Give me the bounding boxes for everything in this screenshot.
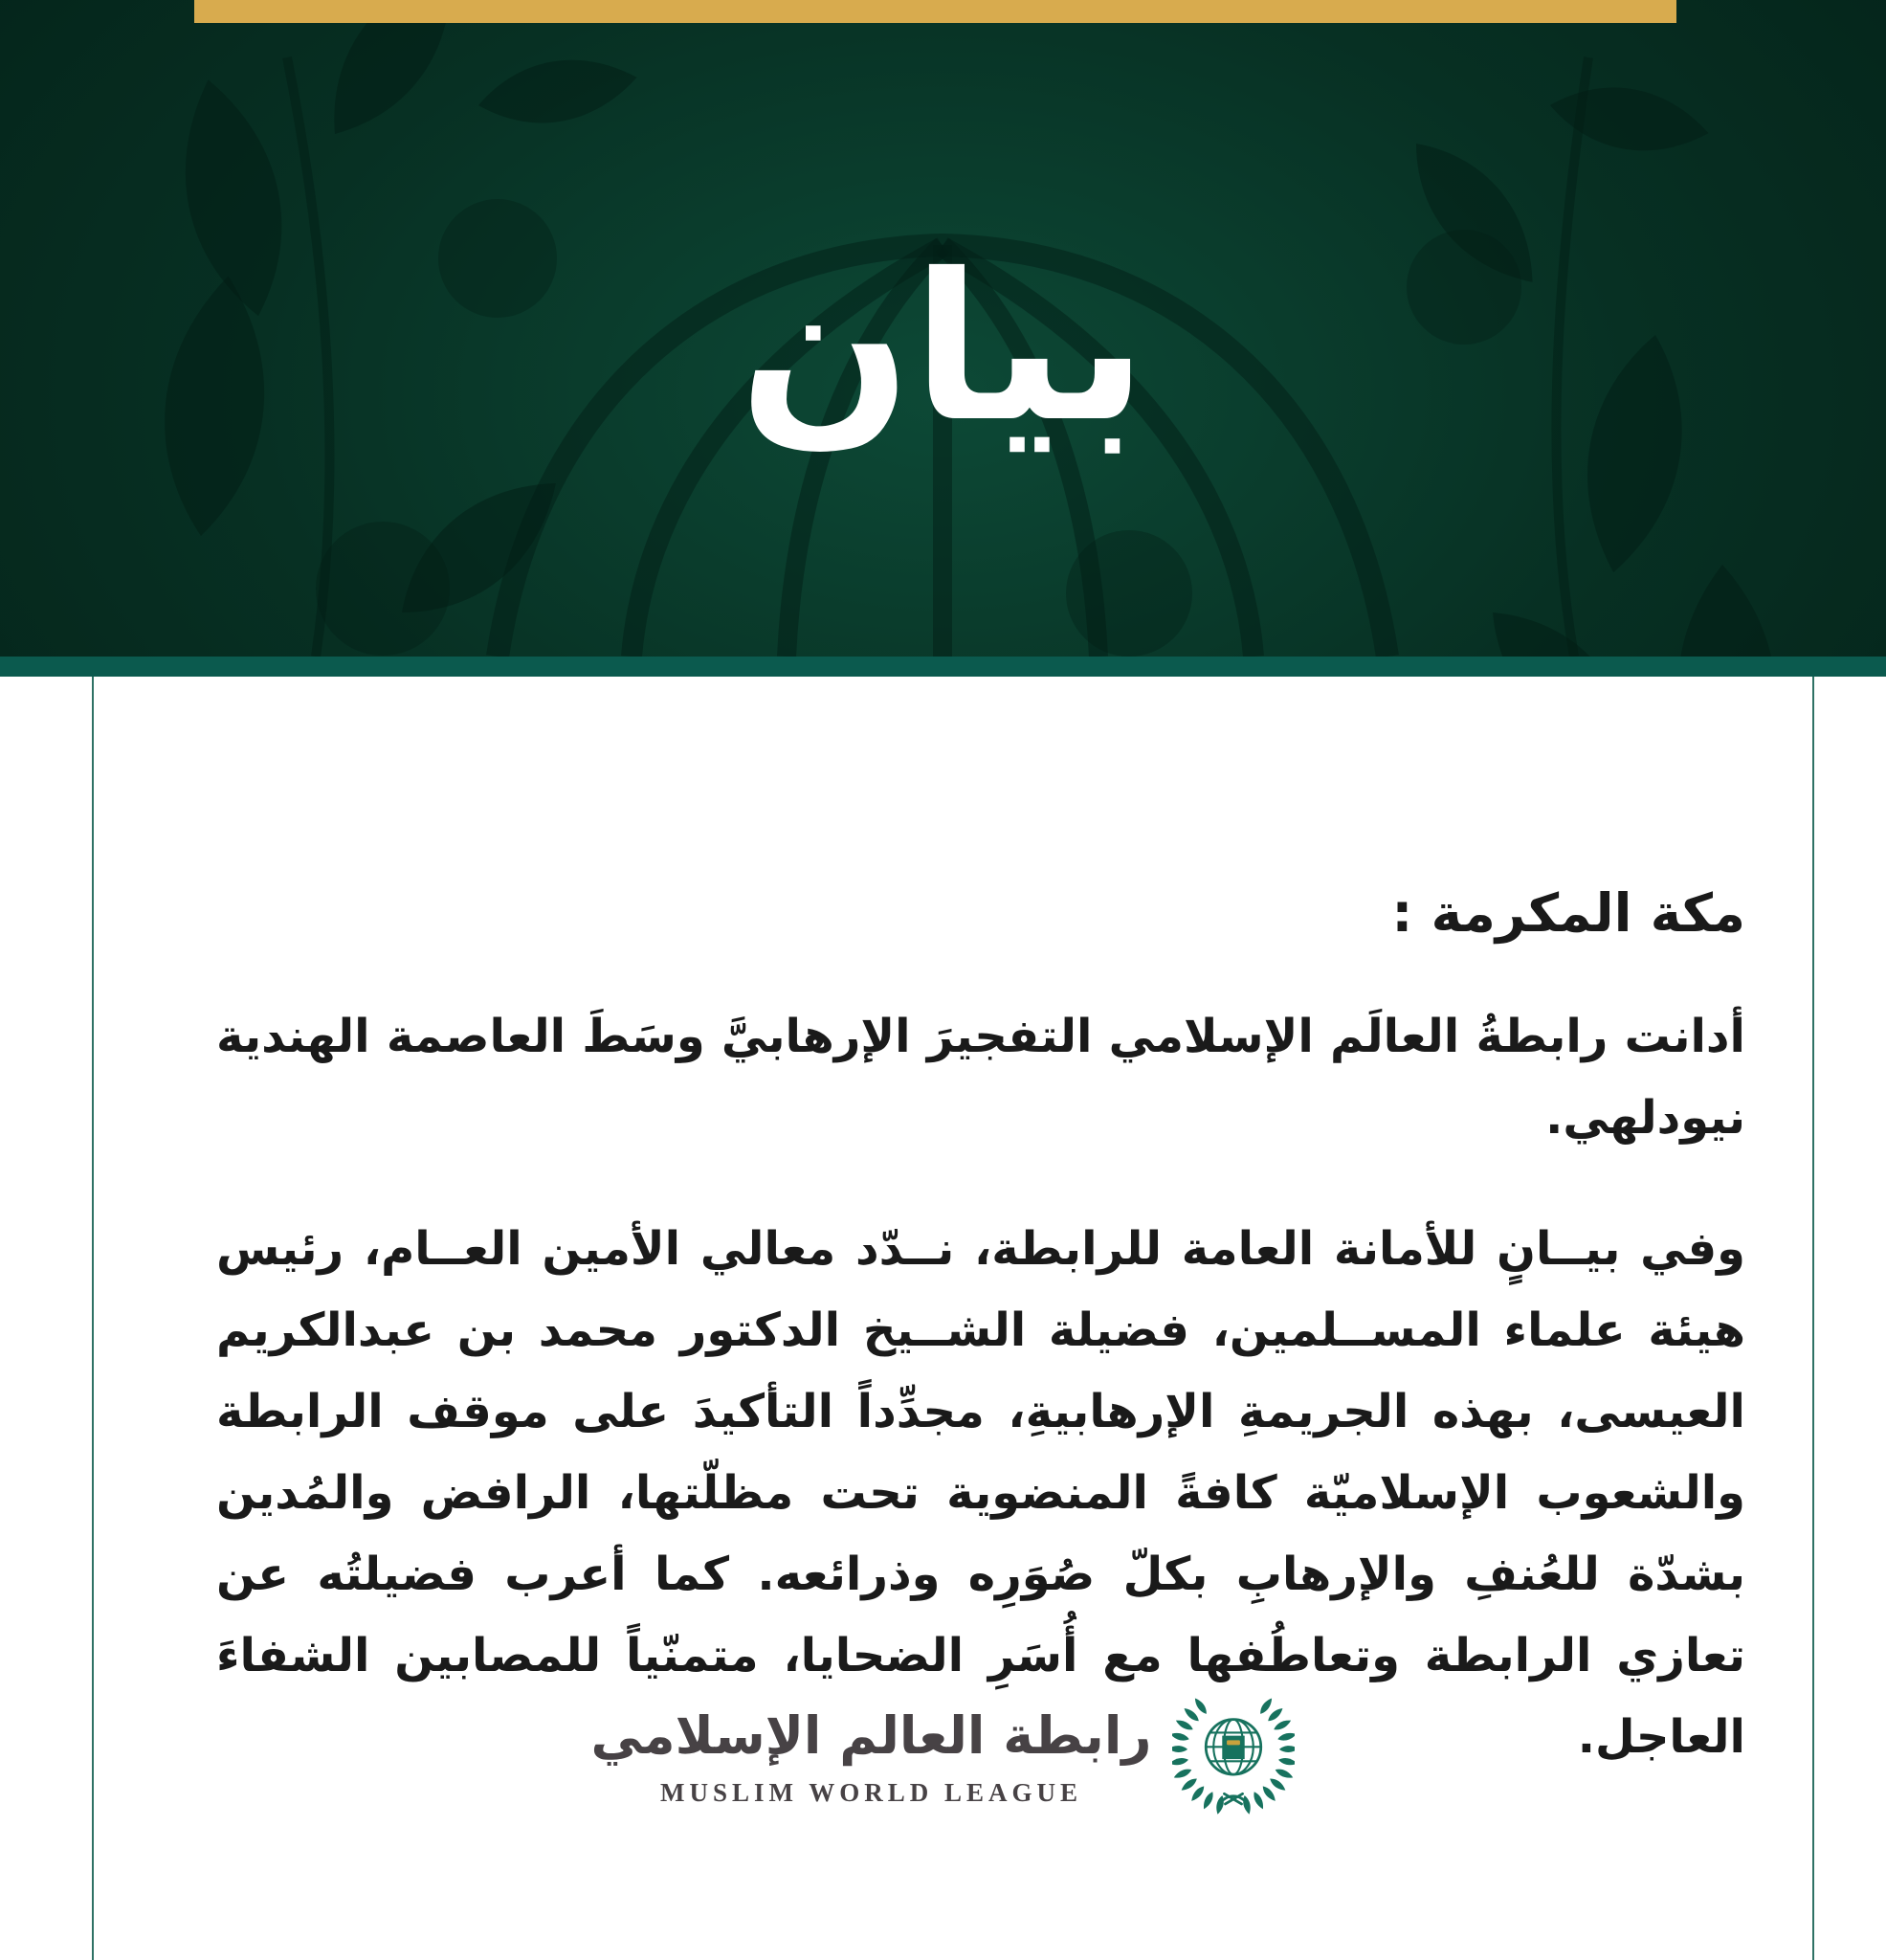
logo-english-name: MUSLIM WORLD LEAGUE — [659, 1777, 1083, 1807]
mwl-emblem-icon — [1172, 1694, 1295, 1820]
statement-paragraph-2: وفي بيــانٍ للأمانة العامة للرابطة، نــدّد معالي الأمين العــام، رئيس هيئة علماء المســلمين، فضيلة الشــيخ الدكتور محمد بن عبدالكريم العيسى، بهذه الجريمةِ الإرهابيةِ، مجدِّداً التأكيدَ على موقف الرابطة والشعوب الإسلاميّة كافةً المنضوية تحت مظلّتها، الرافض والمُدين بشدّة للعُنفِ والإرهابِ بكلّ صُوَرِه وذرائعه. كما أعرب فضيلتُه عن تعازي الرابطة وتعاطُفها مع أُسَرِ الضحايا، متمنّياً للمصابين الشفاءَ العاجل. — [216, 1221, 1745, 1764]
teal-divider-strip — [0, 657, 1886, 677]
statement-paragraph-1: أدانت رابطةُ العالَم الإسلامي التفجيرَ الإرهابيَّ وسَطَ العاصمة الهندية نيودلهي. — [216, 1010, 1745, 1145]
kaaba-icon — [1223, 1736, 1245, 1759]
banner-title-calligraphy: بيان — [739, 230, 1147, 466]
dateline: مكة المكرمة : — [1391, 882, 1745, 944]
mwl-logo-text — [591, 1706, 1152, 1807]
header-banner — [0, 0, 1886, 657]
logo-arabic-calligraphy: رابطة العالم الإسلامي — [590, 1705, 1152, 1767]
statement-body — [92, 677, 1814, 1828]
mwl-logo — [0, 1694, 1886, 1820]
gold-accent-bar — [194, 0, 1676, 23]
